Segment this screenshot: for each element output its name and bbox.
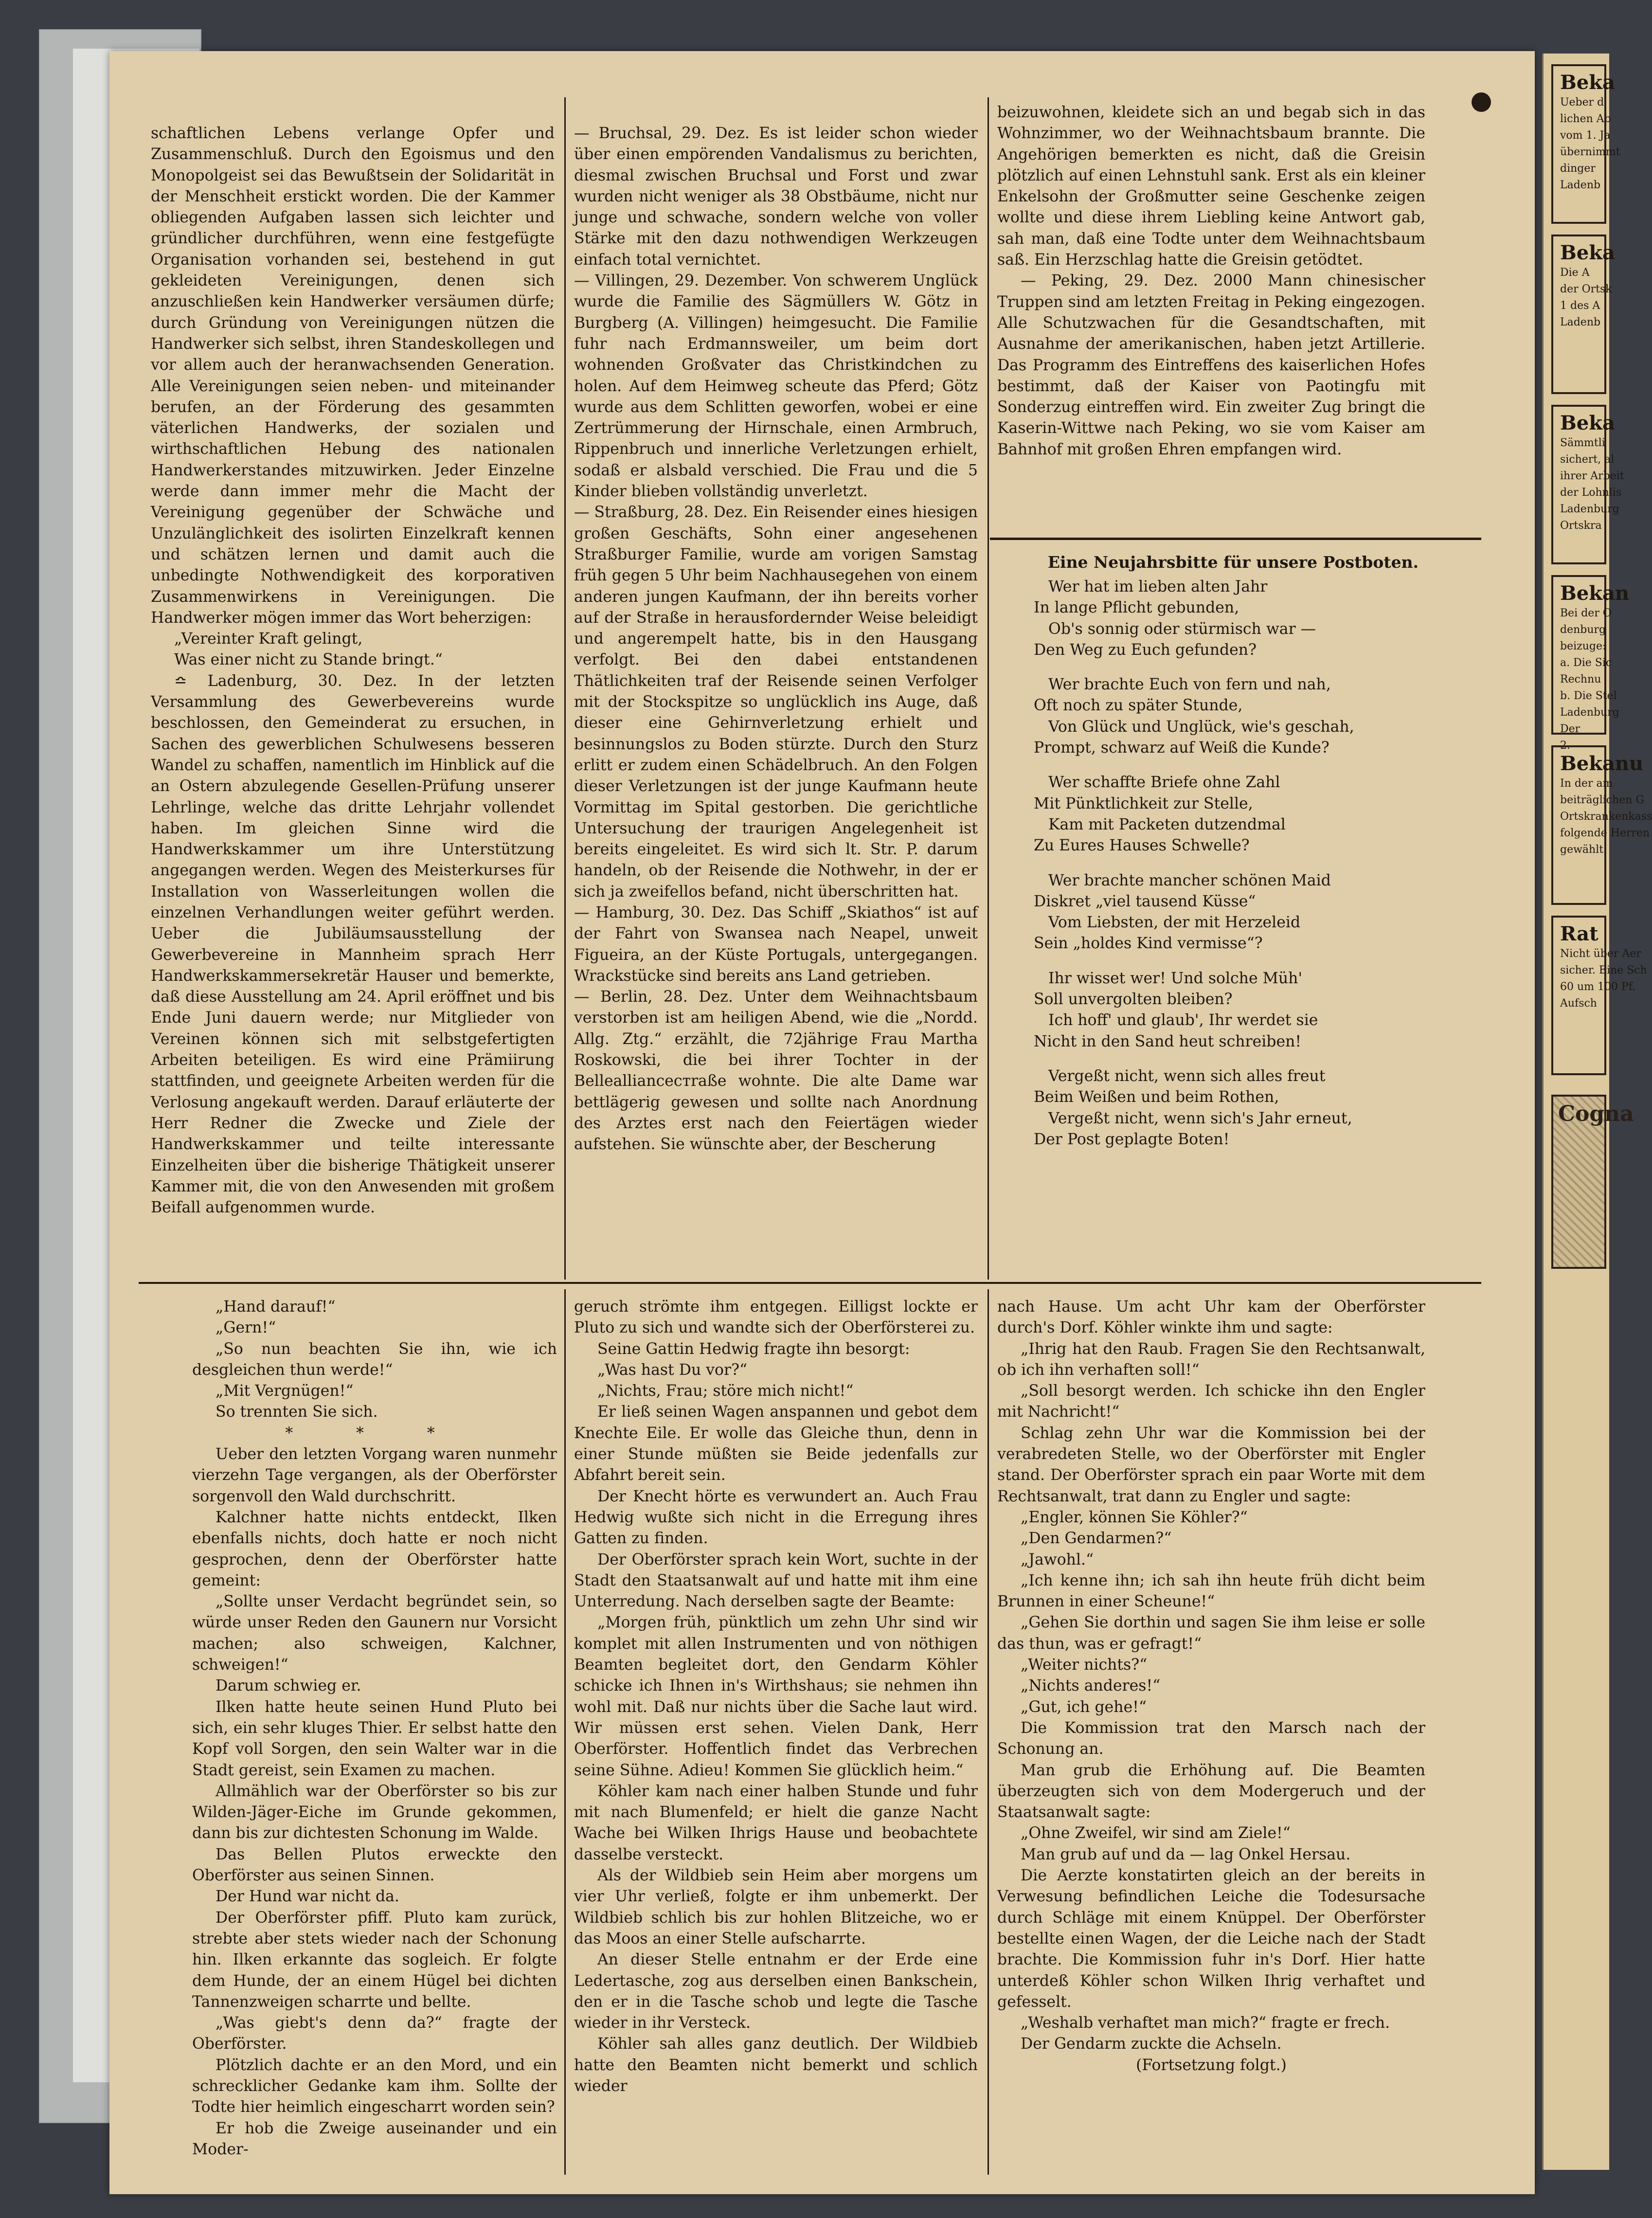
ad-line: 60 um 100 Pf.	[1560, 981, 1636, 993]
poem-line: Von Glück und Unglück, wie's geschah,	[1048, 718, 1354, 736]
ad-line: b. Die Stel	[1560, 690, 1617, 702]
paragraph: Der Oberförster pfiff. Pluto kam zurück, strebte aber stets wieder nach der Schonung hin. Ilken erkannte das sogleich. Er folgte dem Hunde, der an einem Hügel bei dichten Tannenzweigen scharrte und bellte.	[192, 1909, 557, 2011]
ad-line: übernimmt	[1560, 146, 1620, 158]
poem-line: Mit Pünktlichkeit zur Stelle,	[1034, 794, 1253, 812]
poem-line: Prompt, schwarz auf Weiß die Kunde?	[1034, 739, 1329, 757]
ad-line: sichert, al	[1560, 453, 1615, 466]
poem-line: Kam mit Packeten dutzendmal	[1048, 815, 1286, 833]
cognac-ad-logo: Cogna	[1551, 1095, 1606, 1269]
paragraph: „Engler, können Sie Köhler?“	[1021, 1508, 1248, 1526]
paragraph: Die Aerzte konstatirten gleich an der bereits in Verwesung befindlichen Leiche die Todesursache durch Schläge mit einem Knüppel. Der Oberförster bestellte einen Wagen, der die Leiche nach der Stadt brachte. Die Kommission fuhr in's Dorf. Hier hatte unterdeß Köhler schon Wilken Ihrig verhaftet und gefesselt.	[997, 1867, 1425, 2011]
ad-line: In der am	[1560, 777, 1613, 790]
bottom-column-2	[574, 1297, 978, 2097]
poem-line: Oft noch zu später Stunde,	[1034, 697, 1243, 715]
ad-line: Ortskra	[1560, 520, 1602, 532]
paragraph: Der Oberförster sprach kein Wort, suchte in der Stadt den Staatsanwalt auf und hatte mit ihm eine Unterredung. Nach derselben sagte der Beamte:	[574, 1551, 978, 1611]
paragraph: — Villingen, 29. Dezember. Von schwerem Unglück wurde die Familie des Sägmüllers W. Götz in Burgberg (A. Villingen) heimgesucht. Die Familie fuhr nach Erdmannsweiler, um beim dort wohnenden Großvater das Christkindchen zu holen. Auf dem Heimweg scheute das Pferd; Götz wurde aus dem Schlitten geworfen, wobei er eine Zertrümmerung der Hirnschale, einen Armbruch, Rippenbruch und innerliche Verletzungen erhielt, sodaß er alsbald verschied. Die Frau und die 5 Kinder blieben vollständig unverletzt.	[574, 272, 978, 501]
top-column-3	[997, 102, 1425, 460]
paragraph: Schlag zehn Uhr war die Kommission bei der verabredeten Stelle, wo der Oberförster mit Engler stand. Der Oberförster sprach ein paar Worte mit dem Rechtsanwalt, trat dann zu Engler und sagte:	[997, 1424, 1425, 1505]
adjacent-page	[1542, 54, 1652, 2170]
ad-line: Ortskrankenkass	[1560, 811, 1652, 823]
paragraph: „Nichts, Frau; störe mich nicht!“	[597, 1382, 854, 1400]
bottom-column-1	[192, 1297, 557, 2160]
paragraph: An dieser Stelle entnahm er der Erde eine Ledertasche, zog aus derselben einen Bankschein, den er in die Tasche schob und legte die Tasche wieder in ihr Versteck.	[574, 1951, 978, 2032]
ad-line: Ladenburg	[1560, 706, 1619, 719]
paragraph: Der Knecht hörte es verwundert an. Auch Frau Hedwig wußte sich nicht in die Erregung ihres Gatten zu finden.	[574, 1487, 978, 1548]
ad-heading: Bekan	[1560, 582, 1629, 605]
paragraph: Er hob die Zweige auseinander und ein Moder-	[192, 2119, 557, 2158]
ad-line: beiträglichen G	[1560, 794, 1645, 806]
paragraph: Plötzlich dachte er an den Mord, und ein schrecklicher Gedanke kam ihm. Sollte der Todte hier heimlich eingescharrt worden sein?	[192, 2056, 557, 2116]
poem-line: Ob's sonnig oder stürmisch war —	[1048, 620, 1316, 638]
section-rule	[990, 538, 1481, 540]
poem-line: Soll unvergolten bleiben?	[1034, 991, 1233, 1009]
poem-title: Eine Neujahrsbitte für unsere Postboten.	[1047, 553, 1419, 572]
newspaper-page	[109, 51, 1535, 2194]
poem-stanza	[1000, 1066, 1467, 1150]
paragraph: „Jawohl.“	[1021, 1551, 1094, 1569]
paragraph: Was einer nicht zu Stande bringt.“	[174, 651, 443, 669]
ad-heading: Beka	[1560, 71, 1615, 94]
ad-line: Ladenb	[1560, 179, 1601, 191]
column-rule	[988, 1289, 989, 2175]
ad-line: lichen Ab	[1560, 113, 1611, 125]
poem-line: Wer brachte mancher schönen Maid	[1048, 871, 1331, 889]
ad-line: denburg	[1560, 624, 1606, 636]
adjacent-ad	[1551, 745, 1652, 905]
ad-line: Sämmtli	[1560, 437, 1605, 449]
paragraph: Seine Gattin Hedwig fragte ihn besorgt:	[597, 1340, 910, 1358]
ad-line: beizuge:	[1560, 640, 1606, 652]
paragraph: Köhler kam nach einer halben Stunde und fuhr mit nach Blumenfeld; er hielt die ganze Nacht Wache bei Wilken Ihrigs Hause und beobachtete dasselbe versteckt.	[574, 1782, 978, 1863]
paragraph: Die Kommission trat den Marsch nach der Schonung an.	[997, 1719, 1425, 1758]
paragraph: „Gehen Sie dorthin und sagen Sie ihm leise er solle das thun, was er gefragt!“	[997, 1614, 1425, 1653]
poem-line: Vergeßt nicht, wenn sich's Jahr erneut,	[1048, 1109, 1352, 1127]
poem-line: Vergeßt nicht, wenn sich alles freut	[1048, 1067, 1326, 1085]
ad-line: Bei der O	[1560, 607, 1612, 619]
poem-stanza	[1000, 968, 1467, 1052]
paragraph: Köhler sah alles ganz deutlich. Der Wildbieb hatte den Beamten nicht bemerkt und schlich wieder	[574, 2035, 978, 2095]
paragraph: Man grub die Erhöhung auf. Die Beamten überzeugten sich von dem Modergeruch und der Staatsanwalt sagte:	[997, 1761, 1425, 1821]
column-rule	[988, 97, 989, 1280]
ad-heading: Beka	[1560, 241, 1615, 264]
poem-line: Beim Weißen und beim Rothen,	[1034, 1088, 1279, 1106]
poem-line: Sein „holdes Kind vermisse“?	[1034, 935, 1263, 953]
bottom-column-3	[997, 1297, 1425, 2076]
paragraph: Darum schwieg er.	[215, 1677, 361, 1695]
ad-heading: Beka	[1560, 412, 1615, 434]
poem	[1000, 551, 1467, 1164]
paragraph: „Mit Vergnügen!“	[215, 1382, 354, 1400]
ad-line: ihrer Arbeit	[1560, 470, 1624, 482]
paragraph: „Nichts anderes!“	[1021, 1677, 1161, 1695]
poem-line: Vom Liebsten, der mit Herzeleid	[1048, 914, 1301, 932]
poem-line: Ich hoff' und glaub', Ihr werdet sie	[1048, 1011, 1318, 1029]
poem-line: Ihr wisset wer! Und solche Müh'	[1048, 969, 1303, 987]
ad-line: Ladenb	[1560, 316, 1601, 328]
paragraph: * * *	[285, 1424, 464, 1442]
paragraph: Ilken hatte heute seinen Hund Pluto bei sich, ein sehr kluges Thier. Er selbst hatte den Kopf voll Sorgen, den sein Walter war in die Stadt gereist, sein Examen zu machen.	[192, 1698, 557, 1779]
paragraph: Er ließ seinen Wagen anspannen und gebot dem Knechte Eile. Er wolle das Gleiche thun, denn in einer Stunde müßten sie Beide jedenfalls zur Abfahrt bereit sein.	[574, 1403, 978, 1484]
ad-heading: Bekanu	[1560, 752, 1644, 775]
paragraph: — Peking, 29. Dez. 2000 Mann chinesischer Truppen sind am letzten Freitag in Peking eingezogen. Alle Schutzwachen für die Gesandtschaften, mit Ausnahme der amerikanischen, haben jetzt Artillerie. Das Programm des Eintreffens des kaiserlichen Hofes bestimmt, daß der Kaiser von Paotingfu mit Sonderzug eintreffen wird. Ein zweiter Zug bringt die Kaserin-Wittwe nach Peking, wo sie vom Kaiser am Bahnhof mit großen Ehren empfangen wird.	[997, 272, 1425, 458]
paragraph: ≏ Ladenburg, 30. Dez. In der letzten Versammlung des Gewerbevereins wurde beschlossen, den Gemeinderat zu ersuchen, in Sachen des gewerblichen Schulwesens besseren Wandel zu schaffen, namentlich im Hinblick auf die an Ostern abzulegende Gesellen-Prüfung unserer Lehrlinge, welche das dritte Lehrjahr vollendet haben. Im gleichen Sinne wird die Handwerkskammer um ihre Unterstützung angegangen werden. Wegen des Meisterkurses für Installation von Wasserleitungen wollen die einzelnen Verhandlungen weiter geführt werden. Ueber die Jubiläumsausstellung der Gewerbevereine in Mannheim sprach Herr Handwerkskammersekretär Hauser und bemerkte, daß diese Ausstellung am 24. April eröffnet und bis Ende Juni dauern werde; nur Mitglieder von Vereinen können sich mit selbstgefertigten Arbeiten beteiligen. Es wird eine Prämiirung stattfinden, und geeignete Arbeiten werden für die Verlosung angekauft werden. Darauf erläuterte der Herr Redner die Zwecke und Ziele der Handwerkskammer und teilte interessante Einzelheiten über die bisherige Thätigkeit unserer Kammer mit, die von den Anwesenden mit großem Beifall aufgenommen wurde.	[151, 672, 555, 1217]
paragraph: „Was hast Du vor?“	[597, 1361, 748, 1379]
ad-heading: Rat	[1560, 922, 1598, 945]
paragraph: „Morgen früh, pünktlich um zehn Uhr sind wir komplet mit allen Instrumenten und von nöthigen Beamten begleitet dort, den Gendarm Köhler schicke ich Ihnen in's Wirthshaus; sie nehmen ihn wohl mit. Daß nur nichts über die Sache laut wird. Wir müssen erst sehen. Vielen Dank, Herr Oberförster. Hoffentlich findet das Verbrechen seine Sühne. Adieu! Kommen Sie glücklich heim.“	[574, 1614, 978, 1779]
column-rule	[564, 97, 566, 1280]
paragraph: Ueber den letzten Vorgang waren nunmehr vierzehn Tage vergangen, als der Oberförster sorgenvoll den Wald durchschritt.	[192, 1445, 557, 1505]
ad-line: Der	[1560, 723, 1580, 735]
poem-line: Diskret „viel tausend Küsse“	[1034, 892, 1256, 910]
paragraph: Der Hund war nicht da.	[215, 1888, 399, 1906]
poem-line: Den Weg zu Euch gefunden?	[1034, 641, 1257, 659]
paragraph: „Gut, ich gehe!“	[1021, 1698, 1147, 1716]
paragraph: — Hamburg, 30. Dez. Das Schiff „Skiathos“ ist auf der Fahrt von Swansea nach Neapel, unweit Figueira, an der Küste Portugals, untergegangen. Wrackstücke sind bereits ans Land getrieben.	[574, 903, 978, 985]
paragraph: — Straßburg, 28. Dez. Ein Reisender eines hiesigen großen Geschäfts, Sohn einer angesehenen Straßburger Familie, wurde am vorigen Samstag früh gegen 5 Uhr beim Nachhausegehen von einem anderen jungen Kaufmann, der ihn bereits vorher auf der Straße in herausfordernder Weise beleidigt und angerempelt hatte, bis in den Hausgang verfolgt. Bei den dabei entstandenen Thätlichkeiten traf der Reisende seinen Verfolger mit der Stockspitze so unglücklich ins Auge, daß dieser eine Gehirnverletzung erhielt und besinnungslos zu Boden stürzte. Durch den Sturz erlitt er zudem einen Schädelbruch. An den Folgen dieser Verletzungen ist der junge Kaufmann heute Vormittag im Spital gestorben. Die gerichtliche Untersuchung der traurigen Angelegenheit ist bereits eingeleitet. Es wird sich lt. Str. P. darum handeln, ob der Reisende die Nothwehr, in der er sich ja zweifellos befand, nicht überschritten hat.	[574, 504, 978, 901]
paragraph: Das Bellen Plutos erweckte den Oberförster aus seinen Sinnen.	[192, 1845, 557, 1885]
paragraph: „Hand darauf!“	[215, 1298, 336, 1316]
paragraph: „Weshalb verhaftet man mich?“ fragte er frech.	[1021, 2014, 1390, 2032]
ad-line: dinger	[1560, 162, 1596, 175]
top-column-2	[574, 123, 978, 1155]
paragraph: „Ohne Zweifel, wir sind am Ziele!“	[1021, 1824, 1291, 1842]
poem-line: Der Post geplagte Boten!	[1034, 1130, 1230, 1148]
paragraph: Der Gendarm zuckte die Achseln.	[1021, 2035, 1282, 2053]
section-rule	[139, 1282, 1481, 1284]
adjacent-ad	[1551, 405, 1624, 564]
paragraph: Kalchner hatte nichts entdeckt, Ilken ebenfalls nichts, doch hatte er noch nicht gesprochen, denn der Oberförster hatte gemeint:	[192, 1508, 557, 1589]
paragraph: „Was giebt's denn da?“ fragte der Oberförster.	[192, 2014, 557, 2053]
poem-line: Wer hat im lieben alten Jahr	[1048, 578, 1268, 595]
paragraph: „Ihrig hat den Raub. Fragen Sie den Rechtsanwalt, ob ich ihn verhaften soll!“	[997, 1340, 1425, 1379]
ad-line: vom 1. Ja	[1560, 129, 1611, 142]
paragraph: „So nun beachten Sie ihn, wie ich desgleichen thun werde!“	[192, 1340, 557, 1379]
paragraph: beizuwohnen, kleidete sich an und begab sich in das Wohnzimmer, wo der Weihnachtsbaum brannte. Die Angehörigen bemerkten es nicht, daß die Greisin plötzlich auf einen Lehnstuhl sank. Erst als ein kleiner Enkelsohn der Großmutter seine Geschenke zeigen wollte und diese ihrem Liebling keine Antwort gab, sah man, daß eine Todte unter dem Weihnachtsbaum saß. Ein Herzschlag hatte die Greisin getödtet.	[997, 104, 1425, 269]
ad-line: Ueber d	[1560, 96, 1604, 108]
top-column-1	[151, 123, 555, 1218]
column-rule	[564, 1289, 566, 2175]
ad-line: Nicht über Aer	[1560, 948, 1641, 960]
adjacent-ad	[1551, 234, 1615, 394]
ad-line: sicher. Eine Sch	[1560, 964, 1647, 976]
ad-line: folgende Herren	[1560, 827, 1650, 839]
ad-line: 1 des A	[1560, 300, 1600, 312]
ad-line: der Ortsk	[1560, 283, 1612, 295]
paragraph: nach Hause. Um acht Uhr kam der Oberförster durch's Dorf. Köhler winkte ihm und sagte:	[997, 1298, 1425, 1337]
paragraph: (Fortsetzung folgt.)	[1136, 2056, 1287, 2074]
paragraph: — Bruchsal, 29. Dez. Es ist leider schon wieder über einen empörenden Vandalismus zu berichten, diesmal zwischen Bruchsal und Forst und zwar wurden nicht weniger als 38 Obstbäume, nicht nur junge und schwache, sondern welche von voller Stärke mit den dazu nothwendigen Werkzeugen einfach total vernichtet.	[574, 125, 978, 269]
ad-line: Die A	[1560, 267, 1590, 279]
ad-line: a. Die Sic	[1560, 657, 1612, 669]
paragraph: „Ich kenne ihn; ich sah ihn heute früh dicht beim Brunnen in einer Scheune!“	[997, 1571, 1425, 1611]
adjacent-ad	[1551, 916, 1647, 1075]
ad-line: Rechnu	[1560, 673, 1601, 685]
paragraph: schaftlichen Lebens verlange Opfer und Zusammenschluß. Durch den Egoismus und den Monopolgeist sei das Bewußtsein der Solidarität in der Menschheit erstickt worden. Die der Kammer obliegenden Aufgaben lassen sich leichter und gründlicher durchführen, wenn eine festgefügte Organisation vorhanden sei, bestehend in gut gekleideten Vereinigungen, denen sich anzuschließen kein Handwerker versäumen dürfe; durch Gründung von Vereinigungen nützen die Handwerker sich selbst, ihren Standeskollegen und vor allem auch der heranwachsenden Generation. Alle Vereinigungen seien neben- und miteinander berufen, an der Förderung des gesammten väterlichen Handwerks, der sozialen und wirthschaftlichen Hebung des nationalen Handwerkerstandes mitzuwirken. Jeder Einzelne werde dann immer mehr die Macht der Vereinigung gegenüber der Schwäche und Unzulänglichkeit des isolirten Einzelkraft kennen und schätzen lernen und damit auch die unbedingte Nothwendigkeit des korporativen Zusammenwirkens in Vereinigungen. Die Handwerker mögen immer das Wort beherzigen:	[151, 125, 555, 627]
poem-line: Wer brachte Euch von fern und nah,	[1048, 676, 1331, 694]
adjacent-ad	[1551, 64, 1620, 224]
paragraph: Man grub auf und da — lag Onkel Hersau.	[1021, 1845, 1351, 1863]
paragraph: „Vereinter Kraft gelingt,	[174, 630, 363, 648]
ad-line: Aufsch	[1560, 997, 1597, 1010]
paragraph: „Gern!“	[215, 1319, 276, 1337]
paragraph: „Sollte unser Verdacht begründet sein, so würde unser Reden den Gaunern nur Vorsicht machen; also schweigen, Kalchner, schweigen!“	[192, 1593, 557, 1674]
paragraph: — Berlin, 28. Dez. Unter dem Weihnachtsbaum verstorben ist am heiligen Abend, wie die „Nordd. Allg. Ztg.“ erzählt, die 72jährige Frau Martha Roskowski, die bei ihrer Tochter in der Belleallianceстraße wohnte. Die alte Dame war bettlägerig gewesen und sollte nach Anordnung des Arztes erst nach den Feiertägen wieder aufstehen. Sie wünschte aber, der Bescherung	[574, 988, 978, 1154]
ad-line: Ladenburg	[1560, 503, 1619, 515]
adjacent-ad	[1551, 575, 1629, 752]
paragraph: „Weiter nichts?“	[1021, 1656, 1148, 1674]
poem-stanza	[1000, 674, 1467, 758]
ad-line: der Lohnlis	[1560, 487, 1622, 499]
poem-stanza	[1000, 577, 1467, 661]
poem-line: Nicht in den Sand heut schreiben!	[1034, 1032, 1302, 1050]
poem-stanza	[1000, 772, 1467, 856]
poem-line: Wer schaffte Briefe ohne Zahl	[1048, 774, 1280, 792]
poem-stanza	[1000, 870, 1467, 955]
ad-line: gewählt:	[1560, 844, 1607, 856]
paragraph: Als der Wildbieb sein Heim aber morgens um vier Uhr verließ, folgte er ihm unbemerkt. Der Wildbieb schlich bis zur hohlen Blitzeiche, wo er das Moos an einer Stelle aufscharrte.	[574, 1867, 978, 1948]
poem-line: Zu Eures Hauses Schwelle?	[1034, 837, 1250, 855]
paragraph: „Den Gendarmen?“	[1021, 1530, 1172, 1548]
paragraph: So trennten Sie sich.	[215, 1403, 378, 1421]
paragraph: geruch strömte ihm entgegen. Eilligst lockte er Pluto zu sich und wandte sich der Oberförsterei zu.	[574, 1298, 978, 1337]
ad-line: 2.	[1560, 739, 1570, 752]
paragraph: Allmählich war der Oberförster so bis zur Wilden-Jäger-Eiche im Grunde gekommen, dann bis zur dichtesten Schonung im Walde.	[192, 1782, 557, 1842]
paragraph: „Soll besorgt werden. Ich schicke ihn den Engler mit Nachricht!“	[997, 1382, 1425, 1421]
hole-mark	[1472, 92, 1491, 112]
poem-line: In lange Pflicht gebunden,	[1034, 599, 1239, 617]
